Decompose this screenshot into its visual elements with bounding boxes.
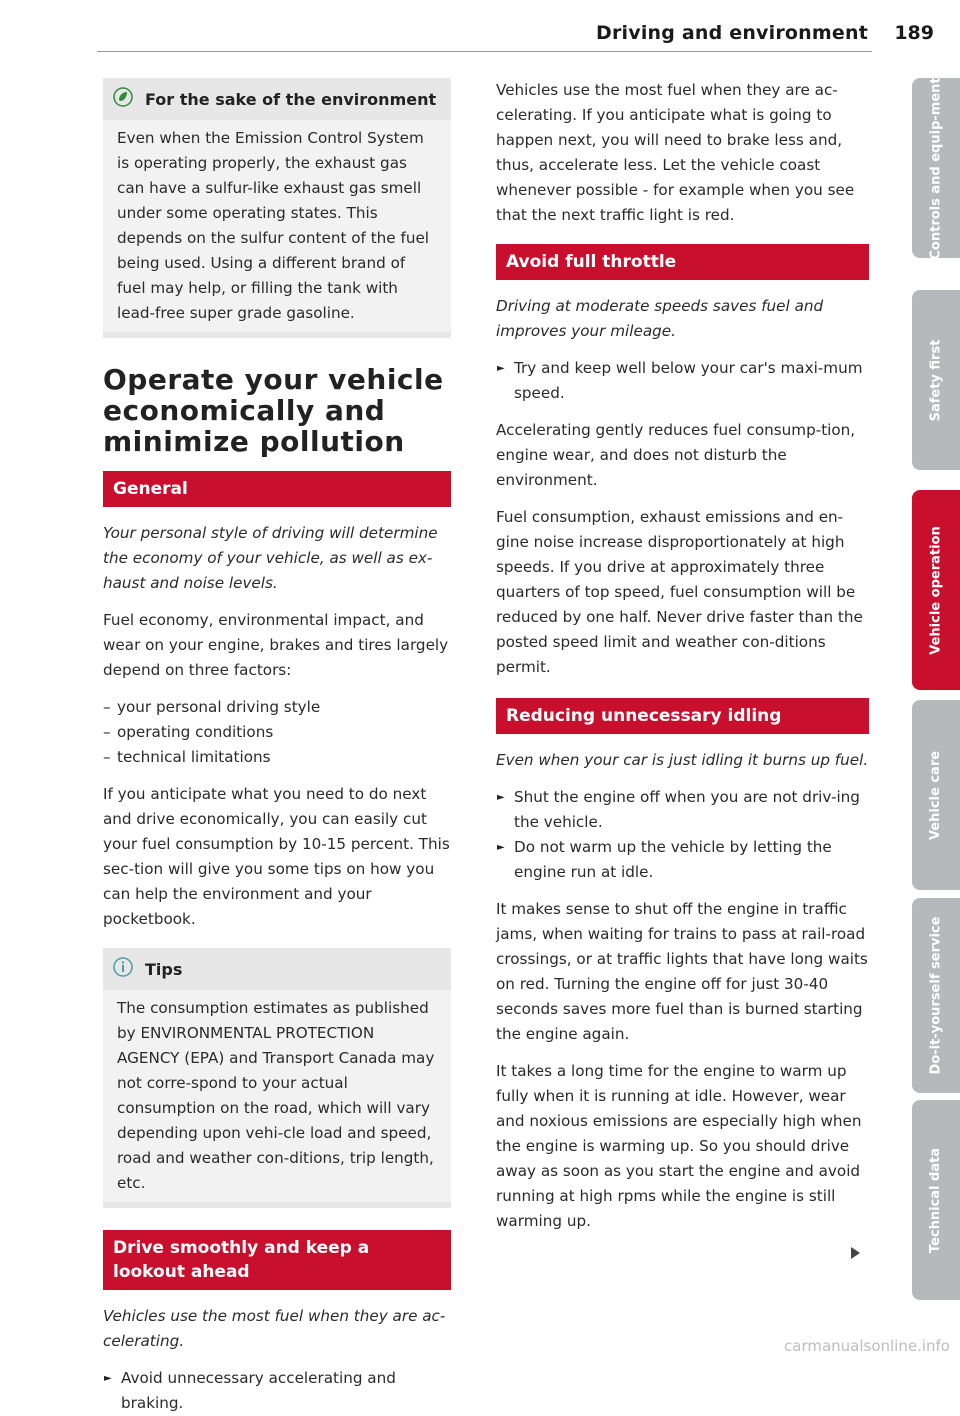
list-item: – technical limitations: [103, 748, 271, 766]
side-tab-label: Safety first: [928, 339, 944, 421]
tips-box: [103, 948, 451, 1208]
section-header-general: General: [103, 471, 451, 507]
info-icon: [113, 957, 133, 981]
bullet-arrow-icon: ►: [497, 363, 505, 374]
throttle-paragraph-1: Accelerating gently reduces fuel consump-tion, engine wear, and does not disturb the environment.: [496, 421, 856, 489]
throttle-bullet: ► Try and keep well below your car's maxi-mum speed.: [496, 356, 869, 406]
list-item: – operating conditions: [103, 723, 274, 741]
leaf-environment-icon: [113, 87, 133, 111]
side-tab-label: Controls and equip-ment: [928, 76, 944, 260]
left-column: [103, 78, 451, 1416]
tips-text: The consumption estimates as published by ENVIRONMENTAL PROTECTION AGENCY (EPA) and Transport Canada may not corre-spond to your actual consumption on the road, which will vary depending upon vehi-cle load and speed, road and weather con-ditions, trip length, etc.: [117, 999, 435, 1192]
page-number: 189: [894, 22, 934, 44]
tips-header: [103, 948, 451, 990]
idling-paragraph-1: It makes sense to shut off the engine in traffic jams, when waiting for trains to pass at rail-road crossings, or at traffic lights that have long waits on red. Turning the engine off for just 30-40 seconds saves more fuel than is burned starting the engine again.: [496, 900, 868, 1043]
smooth-intro: Vehicles use the most fuel when they are ac-celerating.: [103, 1307, 446, 1350]
tips-title: Tips: [145, 959, 183, 979]
side-tab-label: Do-it-yourself service: [928, 916, 944, 1075]
throttle-paragraph-2: Fuel consumption, exhaust emissions and en-gine noise increase disproportionately at high speeds. If you drive at approximately three quarters of top speed, fuel consumption will be reduced by one half. Never drive faster than the posted speed limit and weather con-ditions permit.: [496, 508, 863, 676]
environment-note-text: Even when the Emission Control System is operating properly, the exhaust gas can have a sulfur-like exhaust gas smell under some operating states. This depends on the sulfur content of the fuel being used. Using a different brand of fuel may help, or filling the tank with lead-free super grade gasoline.: [117, 129, 430, 322]
idling-paragraph-2: It takes a long time for the engine to warm up fully when it is running at idle. However, wear and noxious emissions are especially high when the engine is warming up. So you should drive away as soon as you start the engine and avoid running at high rpms while the engine is still warming up.: [496, 1062, 862, 1230]
list-item: – your personal driving style: [103, 698, 321, 716]
section-header-smooth: Drive smoothly and keep a lookout ahead: [103, 1230, 451, 1290]
factor-list: [103, 695, 451, 770]
section-header-idling: Reducing unnecessary idling: [496, 698, 869, 734]
side-tab-do-it-yourself[interactable]: [912, 898, 960, 1093]
idling-bullet-2: ► Do not warm up the vehicle by letting the engine run at idle.: [496, 835, 869, 885]
running-header-title: Driving and environment: [595, 22, 868, 44]
bullet-arrow-icon: ►: [497, 792, 505, 803]
tips-body: [103, 990, 451, 1202]
environment-note-title: For the sake of the environment: [145, 89, 437, 109]
bullet-arrow-icon: ►: [497, 842, 505, 853]
general-intro: Your personal style of driving will determine the economy of your vehicle, as well as ex-haust and noise levels.: [103, 524, 438, 592]
environment-note-body: [103, 120, 451, 332]
side-tab-label: Technical data: [928, 1147, 944, 1253]
environment-note-header: [103, 78, 451, 120]
side-tab-vehicle-operation[interactable]: [912, 490, 960, 690]
right-column: [496, 78, 869, 1246]
bullet-arrow-icon: ►: [104, 1373, 112, 1384]
section-header-throttle: Avoid full throttle: [496, 244, 869, 280]
idling-intro: Even when your car is just idling it burns up fuel.: [496, 751, 869, 769]
header-divider: [97, 51, 872, 52]
general-paragraph-1: Fuel economy, environmental impact, and wear on your engine, brakes and tires largely depend on three factors:: [103, 611, 449, 679]
smooth-paragraph: Vehicles use the most fuel when they are ac-celerating. If you anticipate what is going to happen next, you will need to brake less and, thus, accelerate less. Let the vehicle coast whenever possible - for example when you see that the next traffic light is red.: [496, 81, 855, 224]
side-tab-label: Vehicle operation: [928, 525, 944, 655]
general-paragraph-2: If you anticipate what you need to do next and drive economically, you can easily cut your fuel consumption by 10-15 percent. This sec-tion will give you some tips on how you can help the environment and your pocketbook.: [103, 785, 450, 928]
throttle-intro: Driving at moderate speeds saves fuel and improves your mileage.: [496, 297, 824, 340]
continue-arrow-icon: [851, 1247, 860, 1259]
main-heading: Operate your vehicle economically and minimize pollution: [103, 363, 444, 458]
side-tab-label: Vehicle care: [928, 750, 944, 840]
side-tab-technical-data[interactable]: [912, 1100, 960, 1300]
idling-bullet-1: ► Shut the engine off when you are not driv-ing the vehicle.: [496, 785, 869, 835]
side-tab-vehicle-care[interactable]: [912, 700, 960, 890]
side-tab-controls[interactable]: [912, 78, 960, 258]
environment-note-box: [103, 78, 451, 338]
side-tab-safety[interactable]: [912, 290, 960, 470]
watermark: carmanualsonline.info: [784, 1337, 950, 1355]
smooth-bullet: ► Avoid unnecessary accelerating and braking.: [103, 1366, 451, 1416]
